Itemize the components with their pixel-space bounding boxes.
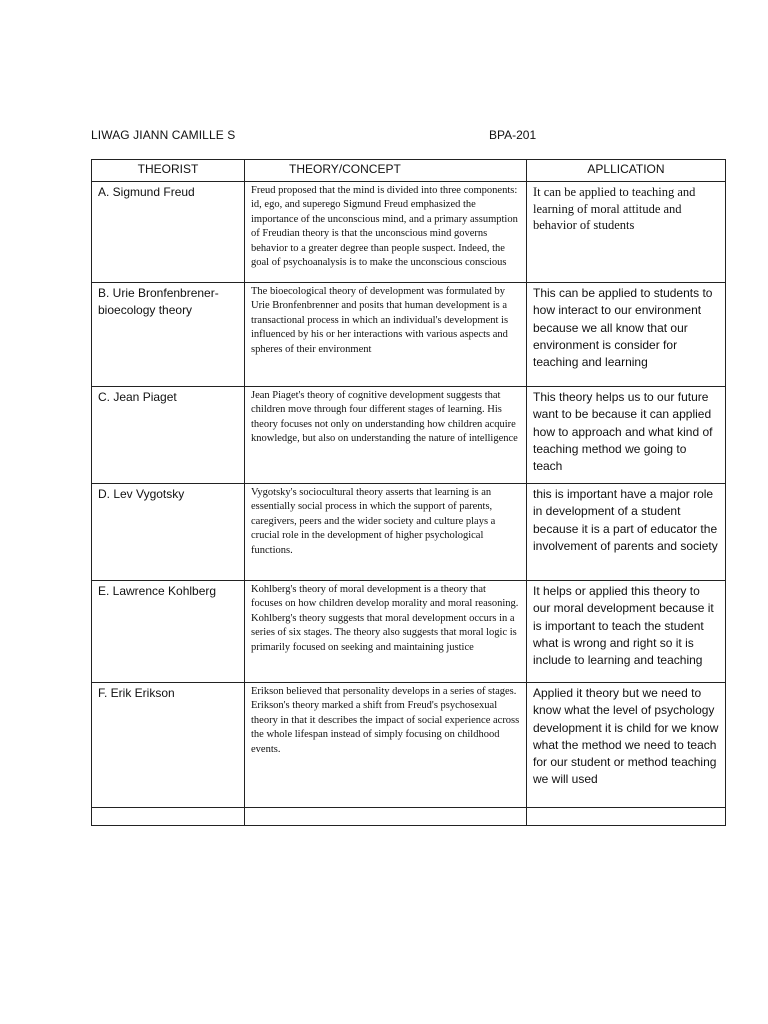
table-header-row bbox=[92, 160, 726, 182]
theory-cell: Vygotsky's sociocultural theory asserts that learning is an essentially social process in which the support of parents, caregivers, peers and the wider society and culture plays a crucial role in the development of higher psychological functions. bbox=[245, 484, 527, 581]
theory-cell: Jean Piaget's theory of cognitive development suggests that children move through four different stages of learning. His theory focuses not only on understanding how children acquire knowledge, but also on understanding the nature of intelligence bbox=[245, 387, 527, 484]
application-cell bbox=[527, 808, 726, 826]
application-cell: Applied it theory but we need to know what the level of psychology development it is child for we know what the method we need to teach for our student or method teaching we will used bbox=[527, 683, 726, 808]
table-row bbox=[92, 484, 726, 581]
table-row bbox=[92, 283, 726, 387]
column-header-theory: THEORY/CONCEPT bbox=[245, 160, 527, 182]
column-header-application: APLLICATION bbox=[527, 160, 726, 182]
theorist-table bbox=[91, 159, 726, 826]
course-code: BPA-201 bbox=[489, 128, 537, 142]
table-row bbox=[92, 387, 726, 484]
application-cell: This can be applied to students to how interact to our environment because we all know that our environment is consider for teaching and learning bbox=[527, 283, 726, 387]
theory-cell: The bioecological theory of development was formulated by Urie Bronfenbrenner and posits that human development is a transactional process in which an individual's development is influenced by his or her interactions with various aspects and spheres of their environment bbox=[245, 283, 527, 387]
table-row bbox=[92, 683, 726, 808]
table-row-empty bbox=[92, 808, 726, 826]
theorist-cell: B. Urie Bronfenbrener- bioecology theory bbox=[92, 283, 245, 387]
application-cell: It helps or applied this theory to our moral development because it is important to teach the student what is wrong and right so it is include to learning and teaching bbox=[527, 581, 726, 683]
column-header-theorist: THEORIST bbox=[92, 160, 245, 182]
theory-cell: Freud proposed that the mind is divided into three components: id, ego, and superego Sigmund Freud emphasized the importance of the unconscious mind, and a primary assumption of Freudian theory is that the unconscious mind governs behavior to a greater degree than people suspect. Indeed, the goal of psychoanalysis is to make the unconscious conscious bbox=[245, 182, 527, 283]
application-cell: This theory helps us to our future want to be because it can applied how to approach and what kind of teaching method we going to teach bbox=[527, 387, 726, 484]
theorist-cell: C. Jean Piaget bbox=[92, 387, 245, 484]
theorist-cell: F. Erik Erikson bbox=[92, 683, 245, 808]
application-cell: It can be applied to teaching and learning of moral attitude and behavior of students bbox=[527, 182, 726, 283]
student-name: LIWAG JIANN CAMILLE S bbox=[91, 128, 236, 142]
theorist-cell bbox=[92, 808, 245, 826]
theory-cell bbox=[245, 808, 527, 826]
theorist-cell: D. Lev Vygotsky bbox=[92, 484, 245, 581]
table-row bbox=[92, 581, 726, 683]
application-cell: this is important have a major role in development of a student because it is a part of educator the involvement of parents and society bbox=[527, 484, 726, 581]
table-row bbox=[92, 182, 726, 283]
theory-cell: Kohlberg's theory of moral development is a theory that focuses on how children develop morality and moral reasoning. Kohlberg's theory suggests that moral development occurs in a series of six stages. The theory also suggests that moral logic is primarily focused on seeking and maintaining justice bbox=[245, 581, 527, 683]
theorist-cell: E. Lawrence Kohlberg bbox=[92, 581, 245, 683]
theorist-cell: A. Sigmund Freud bbox=[92, 182, 245, 283]
theory-cell: Erikson believed that personality develops in a series of stages. Erikson's theory marked a shift from Freud's psychosexual theory in that it describes the impact of social experience across the whole lifespan instead of simply focusing on childhood events. bbox=[245, 683, 527, 808]
